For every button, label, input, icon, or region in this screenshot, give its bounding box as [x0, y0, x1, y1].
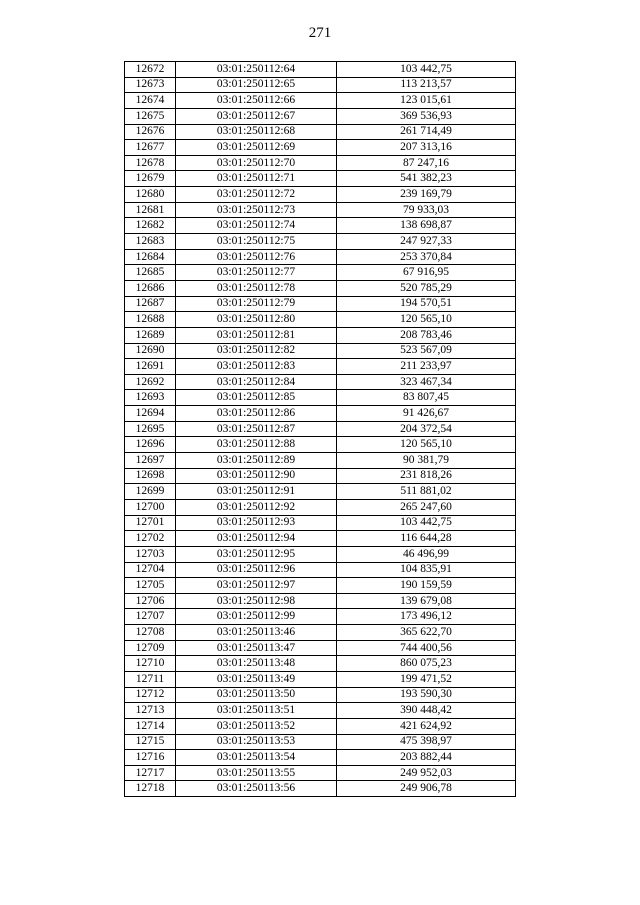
row-number-cell: 12696 [125, 437, 176, 453]
cadastral-number-cell: 03:01:250112:87 [176, 421, 337, 437]
table-row [125, 296, 516, 312]
cadastral-number-cell: 03:01:250112:82 [176, 343, 337, 359]
row-number-cell: 12714 [125, 718, 176, 734]
row-number-cell: 12700 [125, 499, 176, 515]
cadastral-number-cell: 03:01:250112:92 [176, 499, 337, 515]
cadastral-number-cell: 03:01:250112:71 [176, 171, 337, 187]
value-cell: 190 159,59 [337, 578, 516, 594]
table-row [125, 124, 516, 140]
cadastral-number-cell: 03:01:250113:56 [176, 781, 337, 797]
row-number-cell: 12672 [125, 62, 176, 78]
value-cell: 116 644,28 [337, 531, 516, 547]
value-cell: 113 213,57 [337, 77, 516, 93]
cadastral-number-cell: 03:01:250112:67 [176, 108, 337, 124]
row-number-cell: 12675 [125, 108, 176, 124]
value-cell: 199 471,52 [337, 671, 516, 687]
row-number-cell: 12708 [125, 625, 176, 641]
cadastral-number-cell: 03:01:250113:49 [176, 671, 337, 687]
row-number-cell: 12690 [125, 343, 176, 359]
cadastral-number-cell: 03:01:250112:83 [176, 359, 337, 375]
cadastral-number-cell: 03:01:250112:72 [176, 187, 337, 203]
value-cell: 204 372,54 [337, 421, 516, 437]
value-cell: 103 442,75 [337, 515, 516, 531]
cadastral-number-cell: 03:01:250112:75 [176, 234, 337, 250]
table-row [125, 468, 516, 484]
table-row [125, 578, 516, 594]
table-row [125, 359, 516, 375]
table-row [125, 187, 516, 203]
row-number-cell: 12695 [125, 421, 176, 437]
table-row [125, 218, 516, 234]
table-row [125, 703, 516, 719]
row-number-cell: 12680 [125, 187, 176, 203]
table-row [125, 249, 516, 265]
value-cell: 103 442,75 [337, 62, 516, 78]
cadastral-number-cell: 03:01:250112:65 [176, 77, 337, 93]
value-cell: 523 567,09 [337, 343, 516, 359]
cadastral-number-cell: 03:01:250112:78 [176, 280, 337, 296]
cadastral-number-cell: 03:01:250112:89 [176, 453, 337, 469]
cadastral-number-cell: 03:01:250112:76 [176, 249, 337, 265]
row-number-cell: 12681 [125, 202, 176, 218]
value-cell: 323 467,34 [337, 374, 516, 390]
row-number-cell: 12697 [125, 453, 176, 469]
value-cell: 193 590,30 [337, 687, 516, 703]
value-cell: 46 496,99 [337, 546, 516, 562]
table-row [125, 406, 516, 422]
value-cell: 231 818,26 [337, 468, 516, 484]
row-number-cell: 12704 [125, 562, 176, 578]
value-cell: 79 933,03 [337, 202, 516, 218]
row-number-cell: 12683 [125, 234, 176, 250]
row-number-cell: 12686 [125, 280, 176, 296]
table-row [125, 640, 516, 656]
cadastral-number-cell: 03:01:250112:64 [176, 62, 337, 78]
value-cell: 541 382,23 [337, 171, 516, 187]
cadastral-number-cell: 03:01:250113:52 [176, 718, 337, 734]
cadastral-number-cell: 03:01:250112:91 [176, 484, 337, 500]
value-cell: 239 169,79 [337, 187, 516, 203]
value-cell: 139 679,08 [337, 593, 516, 609]
cadastral-number-cell: 03:01:250112:97 [176, 578, 337, 594]
value-cell: 208 783,46 [337, 327, 516, 343]
value-cell: 744 400,56 [337, 640, 516, 656]
row-number-cell: 12701 [125, 515, 176, 531]
table-row [125, 140, 516, 156]
value-cell: 211 233,97 [337, 359, 516, 375]
table-row [125, 671, 516, 687]
row-number-cell: 12678 [125, 155, 176, 171]
value-cell: 90 381,79 [337, 453, 516, 469]
cadastral-number-cell: 03:01:250112:66 [176, 93, 337, 109]
cadastral-number-cell: 03:01:250112:77 [176, 265, 337, 281]
table-row [125, 374, 516, 390]
value-cell: 173 496,12 [337, 609, 516, 625]
table-row [125, 155, 516, 171]
table-row [125, 734, 516, 750]
row-number-cell: 12693 [125, 390, 176, 406]
cadastral-number-cell: 03:01:250112:95 [176, 546, 337, 562]
table-row [125, 781, 516, 797]
cadastral-number-cell: 03:01:250113:47 [176, 640, 337, 656]
table-row [125, 312, 516, 328]
value-cell: 207 313,16 [337, 140, 516, 156]
cadastral-number-cell: 03:01:250113:55 [176, 765, 337, 781]
row-number-cell: 12699 [125, 484, 176, 500]
value-cell: 67 916,95 [337, 265, 516, 281]
row-number-cell: 12677 [125, 140, 176, 156]
row-number-cell: 12718 [125, 781, 176, 797]
cadastral-number-cell: 03:01:250112:73 [176, 202, 337, 218]
table-row [125, 93, 516, 109]
cadastral-number-cell: 03:01:250112:86 [176, 406, 337, 422]
value-cell: 475 398,97 [337, 734, 516, 750]
cadastral-number-cell: 03:01:250112:80 [176, 312, 337, 328]
cadastral-number-cell: 03:01:250112:81 [176, 327, 337, 343]
value-cell: 123 015,61 [337, 93, 516, 109]
row-number-cell: 12682 [125, 218, 176, 234]
table-row [125, 453, 516, 469]
row-number-cell: 12692 [125, 374, 176, 390]
value-cell: 253 370,84 [337, 249, 516, 265]
cadastral-number-cell: 03:01:250112:70 [176, 155, 337, 171]
cadastral-number-cell: 03:01:250112:90 [176, 468, 337, 484]
value-cell: 203 882,44 [337, 750, 516, 766]
row-number-cell: 12716 [125, 750, 176, 766]
cadastral-number-cell: 03:01:250112:94 [176, 531, 337, 547]
table-row [125, 687, 516, 703]
cadastral-number-cell: 03:01:250112:68 [176, 124, 337, 140]
value-cell: 390 448,42 [337, 703, 516, 719]
table-row [125, 499, 516, 515]
table-row [125, 562, 516, 578]
value-cell: 194 570,51 [337, 296, 516, 312]
table-row [125, 718, 516, 734]
value-cell: 104 835,91 [337, 562, 516, 578]
value-cell: 511 881,02 [337, 484, 516, 500]
row-number-cell: 12707 [125, 609, 176, 625]
page-number: 271 [308, 25, 332, 41]
value-cell: 120 565,10 [337, 312, 516, 328]
table-row [125, 62, 516, 78]
row-number-cell: 12674 [125, 93, 176, 109]
value-cell: 369 536,93 [337, 108, 516, 124]
row-number-cell: 12712 [125, 687, 176, 703]
table-row [125, 546, 516, 562]
table-row [125, 234, 516, 250]
row-number-cell: 12676 [125, 124, 176, 140]
cadastral-number-cell: 03:01:250112:93 [176, 515, 337, 531]
row-number-cell: 12703 [125, 546, 176, 562]
table-row [125, 108, 516, 124]
table-row [125, 280, 516, 296]
cadastral-number-cell: 03:01:250112:74 [176, 218, 337, 234]
row-number-cell: 12687 [125, 296, 176, 312]
row-number-cell: 12711 [125, 671, 176, 687]
cadastral-number-cell: 03:01:250113:50 [176, 687, 337, 703]
row-number-cell: 12710 [125, 656, 176, 672]
value-cell: 365 622,70 [337, 625, 516, 641]
value-cell: 91 426,67 [337, 406, 516, 422]
value-cell: 247 927,33 [337, 234, 516, 250]
value-cell: 138 698,87 [337, 218, 516, 234]
cadastral-number-cell: 03:01:250112:85 [176, 390, 337, 406]
row-number-cell: 12691 [125, 359, 176, 375]
table-row [125, 593, 516, 609]
value-cell: 83 807,45 [337, 390, 516, 406]
row-number-cell: 12684 [125, 249, 176, 265]
cadastral-number-cell: 03:01:250113:54 [176, 750, 337, 766]
row-number-cell: 12709 [125, 640, 176, 656]
row-number-cell: 12706 [125, 593, 176, 609]
table-row [125, 484, 516, 500]
table-row [125, 531, 516, 547]
row-number-cell: 12679 [125, 171, 176, 187]
row-number-cell: 12715 [125, 734, 176, 750]
table-row [125, 343, 516, 359]
value-cell: 120 565,10 [337, 437, 516, 453]
cadastral-number-cell: 03:01:250113:46 [176, 625, 337, 641]
value-cell: 249 906,78 [337, 781, 516, 797]
table-row [125, 77, 516, 93]
value-cell: 261 714,49 [337, 124, 516, 140]
row-number-cell: 12713 [125, 703, 176, 719]
table-row [125, 765, 516, 781]
cadastral-number-cell: 03:01:250113:51 [176, 703, 337, 719]
row-number-cell: 12688 [125, 312, 176, 328]
table-row [125, 171, 516, 187]
value-cell: 421 624,92 [337, 718, 516, 734]
cadastral-number-cell: 03:01:250112:84 [176, 374, 337, 390]
table-row [125, 421, 516, 437]
value-cell: 249 952,03 [337, 765, 516, 781]
table-row [125, 327, 516, 343]
row-number-cell: 12717 [125, 765, 176, 781]
table-row [125, 625, 516, 641]
table-body [125, 62, 516, 797]
table-row [125, 750, 516, 766]
row-number-cell: 12685 [125, 265, 176, 281]
row-number-cell: 12698 [125, 468, 176, 484]
row-number-cell: 12689 [125, 327, 176, 343]
table-row [125, 515, 516, 531]
table-row [125, 202, 516, 218]
data-table [124, 61, 516, 797]
table-row [125, 609, 516, 625]
cadastral-number-cell: 03:01:250112:69 [176, 140, 337, 156]
table-row [125, 437, 516, 453]
cadastral-number-cell: 03:01:250112:99 [176, 609, 337, 625]
row-number-cell: 12673 [125, 77, 176, 93]
cadastral-number-cell: 03:01:250112:98 [176, 593, 337, 609]
table-row [125, 390, 516, 406]
value-cell: 860 075,23 [337, 656, 516, 672]
cadastral-number-cell: 03:01:250112:79 [176, 296, 337, 312]
cadastral-number-cell: 03:01:250113:53 [176, 734, 337, 750]
row-number-cell: 12694 [125, 406, 176, 422]
row-number-cell: 12702 [125, 531, 176, 547]
cadastral-number-cell: 03:01:250112:88 [176, 437, 337, 453]
row-number-cell: 12705 [125, 578, 176, 594]
cadastral-number-cell: 03:01:250112:96 [176, 562, 337, 578]
table-row [125, 265, 516, 281]
table-row [125, 656, 516, 672]
cadastral-number-cell: 03:01:250113:48 [176, 656, 337, 672]
value-cell: 265 247,60 [337, 499, 516, 515]
value-cell: 87 247,16 [337, 155, 516, 171]
value-cell: 520 785,29 [337, 280, 516, 296]
